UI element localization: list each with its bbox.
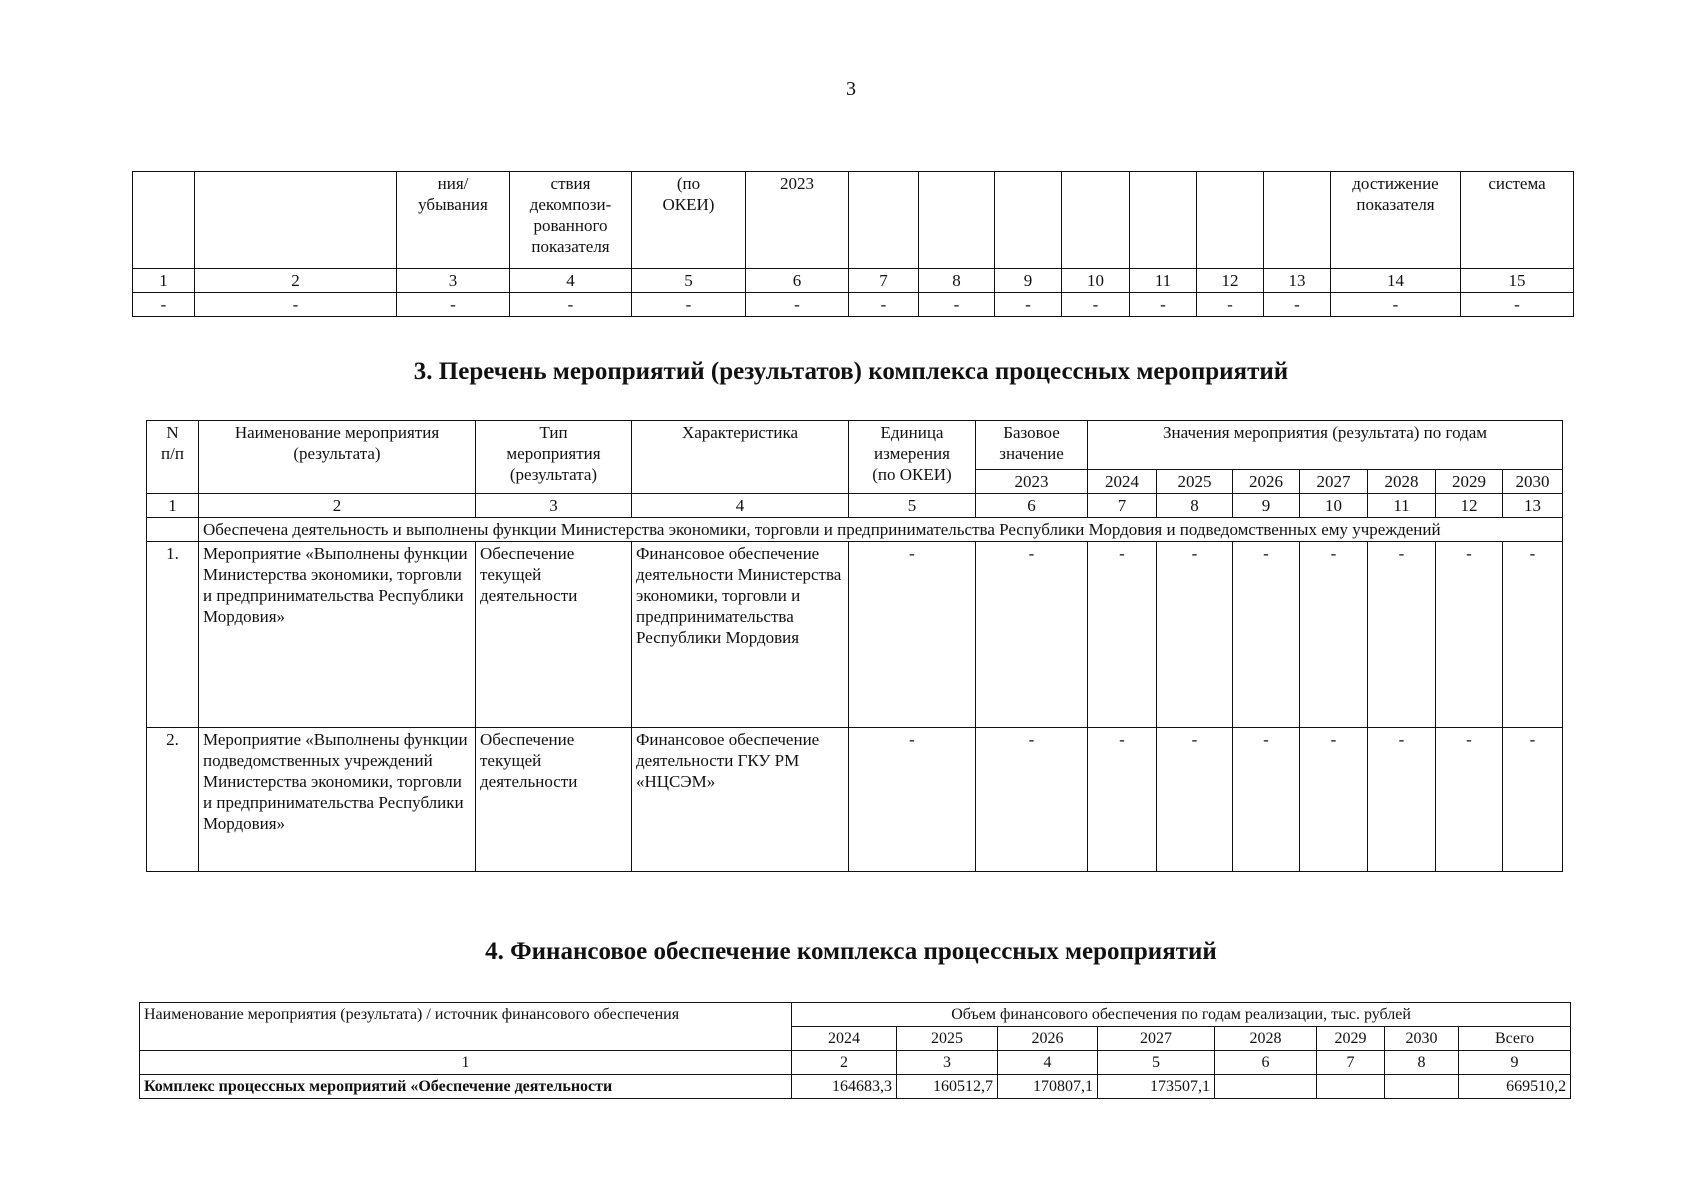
header-year: 2030 [1503, 470, 1563, 494]
table-cell: 9 [1233, 494, 1300, 518]
measures-table [146, 420, 1563, 872]
page-number: 3 [846, 78, 856, 100]
table-cell: 7 [1317, 1051, 1385, 1075]
table-cell [1130, 172, 1197, 269]
table-cell: система [1461, 172, 1574, 269]
header-base-year: 2023 [976, 470, 1088, 494]
row-name: Мероприятие «Выполнены функции Министерства экономики, торговли и предпринимательства Республики Мордовия» [199, 542, 476, 728]
header-year: 2027 [1300, 470, 1368, 494]
table-cell: 6 [746, 269, 849, 293]
header-year: 2029 [1436, 470, 1503, 494]
table-cell: ствия декомпози- рованного показателя [510, 172, 632, 269]
group-title: Обеспечена деятельность и выполнены функции Министерства экономики, торговли и предпринимательства Республики Мордовия и подведомственных ему учреждений [199, 518, 1563, 542]
header-year: 2028 [1215, 1027, 1317, 1051]
table-cell: 8 [1385, 1051, 1459, 1075]
row-unit: - [849, 728, 976, 872]
table-cell [147, 518, 199, 542]
row-value: - [1233, 542, 1300, 728]
table-header-row [140, 1003, 1571, 1027]
table-cell: 7 [849, 269, 919, 293]
table-header-row [147, 421, 1563, 470]
row-value: 164683,3 [792, 1075, 897, 1099]
row-value: 160512,7 [897, 1075, 998, 1099]
header-base: Базовое значение [976, 421, 1088, 470]
table-cell: 6 [1215, 1051, 1317, 1075]
header-name: Наименование мероприятия (результата) [199, 421, 476, 494]
row-value: 170807,1 [998, 1075, 1098, 1099]
table-cell: (по ОКЕИ) [632, 172, 746, 269]
indicators-table-continuation [132, 171, 1574, 317]
table-cell: 4 [632, 494, 849, 518]
table-cell: 5 [849, 494, 976, 518]
row-value [1317, 1075, 1385, 1099]
table-cell: - [1461, 293, 1574, 317]
table-cell: 12 [1197, 269, 1264, 293]
table-cell: - [510, 293, 632, 317]
row-name: Комплекс процессных мероприятий «Обеспечение деятельности [140, 1075, 792, 1099]
row-characteristic: Финансовое обеспечение деятельности Министерства экономики, торговли и предпринимательства Республики Мордовия [632, 542, 849, 728]
header-year: 2025 [897, 1027, 998, 1051]
table-cell [133, 172, 195, 269]
table-cell: 1 [147, 494, 199, 518]
header-year: 2029 [1317, 1027, 1385, 1051]
table-cell: 1 [140, 1051, 792, 1075]
table-cell: 1 [133, 269, 195, 293]
table-cell [995, 172, 1062, 269]
row-type: Обеспечение текущей деятельности [476, 728, 632, 872]
table-cell: 4 [998, 1051, 1098, 1075]
row-name: Мероприятие «Выполнены функции подведомственных учреждений Министерства экономики, торговли и предпринимательства Республики Мордовия» [199, 728, 476, 872]
row-value [1385, 1075, 1459, 1099]
row-value: - [1088, 542, 1157, 728]
row-value: - [1368, 542, 1436, 728]
table-cell: 11 [1130, 269, 1197, 293]
table-number-row [133, 269, 1574, 293]
header-total: Всего [1459, 1027, 1571, 1051]
table-cell [849, 172, 919, 269]
table-cell: 2 [195, 269, 397, 293]
table-cell: 2 [792, 1051, 897, 1075]
table-cell: 13 [1503, 494, 1563, 518]
table-cell: 5 [632, 269, 746, 293]
row-num: 1. [147, 542, 199, 728]
header-year: 2025 [1157, 470, 1233, 494]
table-cell: 7 [1088, 494, 1157, 518]
row-value: - [1300, 728, 1368, 872]
row-num: 2. [147, 728, 199, 872]
row-value [1215, 1075, 1317, 1099]
table-cell: - [195, 293, 397, 317]
table-cell: ния/ убывания [397, 172, 510, 269]
table-cell: - [746, 293, 849, 317]
table-cell: 3 [476, 494, 632, 518]
header-volume: Объем финансового обеспечения по годам реализации, тыс. рублей [792, 1003, 1571, 1027]
table-row [133, 293, 1574, 317]
table-row [147, 728, 1563, 872]
header-year: 2026 [998, 1027, 1098, 1051]
table-number-row [147, 494, 1563, 518]
table-cell: - [1331, 293, 1461, 317]
header-year: 2024 [1088, 470, 1157, 494]
table-row [147, 542, 1563, 728]
row-value: - [1157, 728, 1233, 872]
table-cell: - [1130, 293, 1197, 317]
table-cell [1264, 172, 1331, 269]
row-base: - [976, 728, 1088, 872]
header-year: 2024 [792, 1027, 897, 1051]
row-unit: - [849, 542, 976, 728]
table-cell: 13 [1264, 269, 1331, 293]
header-type: Тип мероприятия (результата) [476, 421, 632, 494]
table-cell: 15 [1461, 269, 1574, 293]
table-cell [1197, 172, 1264, 269]
group-row [147, 518, 1563, 542]
table-header-row [133, 172, 1574, 269]
financing-table [139, 1002, 1571, 1099]
header-values: Значения мероприятия (результата) по годам [1088, 421, 1563, 470]
table-cell: - [1197, 293, 1264, 317]
row-value: - [1436, 728, 1503, 872]
table-cell: 10 [1062, 269, 1130, 293]
table-cell: 11 [1368, 494, 1436, 518]
table-cell: 14 [1331, 269, 1461, 293]
section-4-title: 4. Финансовое обеспечение комплекса процессных мероприятий [485, 938, 1217, 965]
table-cell [919, 172, 995, 269]
table-cell: - [995, 293, 1062, 317]
table-cell: 4 [510, 269, 632, 293]
table-cell: 3 [397, 269, 510, 293]
table-cell: 2023 [746, 172, 849, 269]
table-row [140, 1075, 1571, 1099]
table-cell: 5 [1098, 1051, 1215, 1075]
table-cell [1062, 172, 1130, 269]
header-num: N п/п [147, 421, 199, 494]
row-base: - [976, 542, 1088, 728]
table-cell: - [849, 293, 919, 317]
row-value: - [1368, 728, 1436, 872]
row-value: - [1503, 728, 1563, 872]
header-unit: Единица измерения (по ОКЕИ) [849, 421, 976, 494]
row-characteristic: Финансовое обеспечение деятельности ГКУ РМ «НЦСЭМ» [632, 728, 849, 872]
row-value: - [1157, 542, 1233, 728]
row-total: 669510,2 [1459, 1075, 1571, 1099]
table-cell: - [1264, 293, 1331, 317]
row-value: - [1233, 728, 1300, 872]
table-cell: 10 [1300, 494, 1368, 518]
header-name: Наименование мероприятия (результата) / источник финансового обеспечения [140, 1003, 792, 1051]
table-cell: 12 [1436, 494, 1503, 518]
table-cell: - [1062, 293, 1130, 317]
table-cell: 2 [199, 494, 476, 518]
table-number-row [140, 1051, 1571, 1075]
row-value: - [1300, 542, 1368, 728]
table-cell: - [632, 293, 746, 317]
row-value: - [1503, 542, 1563, 728]
table-cell: - [133, 293, 195, 317]
table-cell [195, 172, 397, 269]
table-cell: 3 [897, 1051, 998, 1075]
table-cell: - [919, 293, 995, 317]
header-year: 2026 [1233, 470, 1300, 494]
header-year: 2027 [1098, 1027, 1215, 1051]
header-year: 2030 [1385, 1027, 1459, 1051]
row-value: - [1088, 728, 1157, 872]
table-cell: 9 [1459, 1051, 1571, 1075]
table-cell: 6 [976, 494, 1088, 518]
row-value: - [1436, 542, 1503, 728]
row-type: Обеспечение текущей деятельности [476, 542, 632, 728]
table-cell: - [397, 293, 510, 317]
header-year: 2028 [1368, 470, 1436, 494]
table-cell: достижение показателя [1331, 172, 1461, 269]
row-value: 173507,1 [1098, 1075, 1215, 1099]
section-3-title: 3. Перечень мероприятий (результатов) комплекса процессных мероприятий [413, 358, 1289, 385]
table-cell: 8 [1157, 494, 1233, 518]
header-characteristic: Характеристика [632, 421, 849, 494]
table-cell: 8 [919, 269, 995, 293]
table-cell: 9 [995, 269, 1062, 293]
